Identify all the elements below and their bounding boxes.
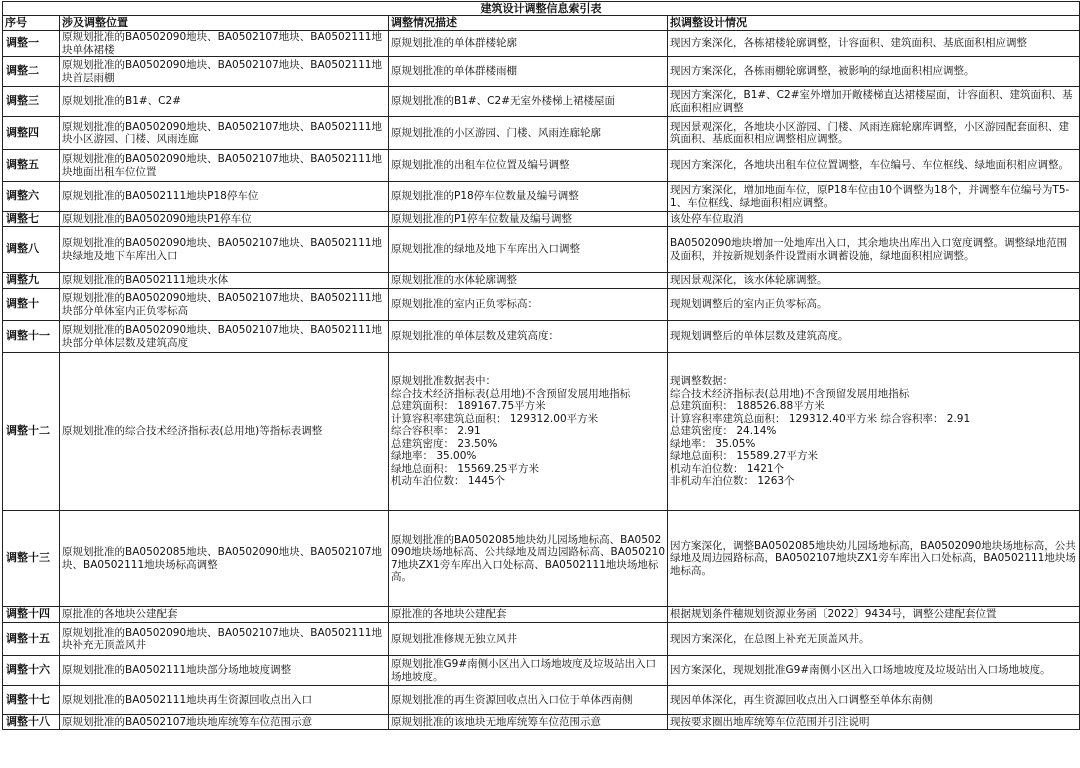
plan-line: 计算容积率建筑总面积： 129312.40平方米 综合容积率： 2.91 <box>670 412 971 425</box>
row-seq: 调整十一 <box>3 321 60 353</box>
row-seq: 调整十五 <box>3 623 60 656</box>
row-position: 原规划批准的BA0502090地块、BA0502107地块、BA0502111地块单体裙楼 <box>60 31 389 57</box>
row-seq: 调整八 <box>3 227 60 273</box>
row-desc: 原规划批准的单体群楼轮廓 <box>389 31 668 57</box>
row-desc: 原规划批准的单体群楼雨棚 <box>389 57 668 87</box>
desc-line: 绿地总面积： 15569.25平方米 <box>391 462 539 475</box>
row-seq: 调整十二 <box>3 353 60 511</box>
row-position: 原批准的各地块公建配套 <box>60 607 389 623</box>
row-desc: 原规划批准G9#南侧小区出入口场地坡度及垃圾站出入口场地坡度。 <box>389 656 668 686</box>
row-position: 原规划批准的B1#、C2# <box>60 87 389 117</box>
table-row <box>3 31 1080 57</box>
table-row <box>3 87 1080 117</box>
header-position: 涉及调整位置 <box>60 16 389 31</box>
row-desc: 原规划批准的P1停车位数量及编号调整 <box>389 212 668 227</box>
table-row <box>3 715 1080 730</box>
row-desc: 原规划批准的P18停车位数量及编号调整 <box>389 182 668 212</box>
row-plan: 因方案深化，调整BA0502085地块幼儿园场地标高，BA0502090地块场地标高，公共绿地及周边园路标高，BA0502107地块ZX1旁车库出入口处标高，BA0502111地块场地标高。 <box>668 511 1080 607</box>
row-desc: 原规划批准的室内正负零标高： <box>389 289 668 321</box>
row-seq: 调整六 <box>3 182 60 212</box>
row-seq: 调整十八 <box>3 715 60 730</box>
table-title: 建筑设计调整信息索引表 <box>3 2 1080 16</box>
row-plan: 现因方案深化，增加地面车位，原P18车位由10个调整为18个，并调整车位编号为T5-1、车位框线、绿地面积相应调整。 <box>668 182 1080 212</box>
row-position: 原规划批准的BA0502111地块P18停车位 <box>60 182 389 212</box>
row-position: 原规划批准的BA0502111地块水体 <box>60 273 389 289</box>
table-row <box>3 686 1080 715</box>
row-desc <box>389 353 668 511</box>
desc-line: 总建筑面积： 189167.75平方米 <box>391 400 546 413</box>
row-plan: 该处停车位取消 <box>668 212 1080 227</box>
row-seq: 调整十六 <box>3 656 60 686</box>
desc-line: 计算容积率建筑总面积： 129312.00平方米 <box>391 412 599 425</box>
table-row <box>3 321 1080 353</box>
row-position: 原规划批准的BA0502090地块、BA0502107地块、BA0502111地块补充无顶盖风井 <box>60 623 389 656</box>
row-plan: 现规划调整后的单体层数及建筑高度。 <box>668 321 1080 353</box>
row-position: 原规划批准的综合技术经济指标表(总用地)等指标表调整 <box>60 353 389 511</box>
desc-line: 机动车泊位数： 1445个 <box>391 475 506 488</box>
row-seq: 调整五 <box>3 150 60 182</box>
plan-line: 绿地总面积： 15589.27平方米 <box>670 450 818 463</box>
desc-line: 绿地率： 35.00% <box>391 450 477 463</box>
table-row <box>3 511 1080 607</box>
row-seq: 调整十四 <box>3 607 60 623</box>
row-plan: 现因景观深化，各地块小区游园、门楼、风雨连廊轮廓库调整，小区游园配套面积、建筑面积、基底面积相应调整相应调整。 <box>668 117 1080 150</box>
table-row <box>3 150 1080 182</box>
table-row <box>3 57 1080 87</box>
row-seq: 调整四 <box>3 117 60 150</box>
row-plan: 现因方案深化，各地块出租车位位置调整，车位编号、车位框线、绿地面积相应调整。 <box>668 150 1080 182</box>
plan-line: 综合技术经济指标表(总用地)不含预留发展用地指标 <box>670 387 910 400</box>
row-desc: 原规划批准的该地块无地库统筹车位范围示意 <box>389 715 668 730</box>
table-row <box>3 353 1080 511</box>
table-row <box>3 117 1080 150</box>
header-seq: 序号 <box>3 16 60 31</box>
row-position: 原规划批准的BA0502090地块、BA0502107地块、BA0502111地块首层雨棚 <box>60 57 389 87</box>
row-desc: 原规划批准的再生资源回收点出入口位于单体西南侧 <box>389 686 668 715</box>
desc-line: 总建筑密度： 23.50% <box>391 437 498 450</box>
row-plan: BA0502090地块增加一处地库出入口，其余地块出库出入口宽度调整。调整绿地范围及面积，并按新规划条件设置雨水调蓄设施，绿地面积相应调整。 <box>668 227 1080 273</box>
row-position: 原规划批准的BA0502111地块部分场地坡度调整 <box>60 656 389 686</box>
row-seq: 调整九 <box>3 273 60 289</box>
row-seq: 调整七 <box>3 212 60 227</box>
row-desc: 原规划批准的出租车位位置及编号调整 <box>389 150 668 182</box>
row-plan: 现因方案深化，各栋雨棚轮廓调整，被影响的绿地面积相应调整。 <box>668 57 1080 87</box>
row-desc: 原规划批准的小区游园、门楼、风雨连廊轮廓 <box>389 117 668 150</box>
row-plan: 现按要求圈出地库统筹车位范围并引注说明 <box>668 715 1080 730</box>
row-plan: 现因方案深化，在总图上补充无顶盖风井。 <box>668 623 1080 656</box>
row-desc: 原规划批准的B1#、C2#无室外楼梯上裙楼屋面 <box>389 87 668 117</box>
row-seq: 调整三 <box>3 87 60 117</box>
row-position: 原规划批准的BA0502085地块、BA0502090地块、BA0502107地块、BA0502111地块场标高调整 <box>60 511 389 607</box>
table-row <box>3 289 1080 321</box>
row-plan: 现因单体深化，再生资源回收点出入口调整至单体东南侧 <box>668 686 1080 715</box>
table-row <box>3 182 1080 212</box>
row-desc: 原规划批准的单体层数及建筑高度： <box>389 321 668 353</box>
row-plan <box>668 353 1080 511</box>
row-seq: 调整十 <box>3 289 60 321</box>
table-row <box>3 212 1080 227</box>
row-position: 原规划批准的BA0502090地块P1停车位 <box>60 212 389 227</box>
desc-line: 综合技术经济指标表(总用地)不含预留发展用地指标 <box>391 387 631 400</box>
plan-line: 绿地率： 35.05% <box>670 437 756 450</box>
row-position: 原规划批准的BA0502107地块地库统筹车位范围示意 <box>60 715 389 730</box>
desc-line: 综合容积率： 2.91 <box>391 425 481 438</box>
row-plan: 现因方案深化，各栋裙楼轮廓调整，计容面积、建筑面积、基底面积相应调整 <box>668 31 1080 57</box>
table-row <box>3 607 1080 623</box>
row-desc: 原规划批准的BA0502085地块幼儿园场地标高、BA0502090地块场地标高、公共绿地及周边园路标高、BA0502107地块ZX1旁车库出入口处标高、BA0502111地块场地标高。 <box>389 511 668 607</box>
plan-line: 现调整数据： <box>670 375 733 388</box>
row-seq: 调整一 <box>3 31 60 57</box>
row-desc: 原规划批准的水体轮廓调整 <box>389 273 668 289</box>
row-plan: 因方案深化，现规划批准G9#南侧小区出入口场地坡度及垃圾站出入口场地坡度。 <box>668 656 1080 686</box>
row-plan: 根据规划条件穗规划资源业务函〔2022〕9434号，调整公建配套位置 <box>668 607 1080 623</box>
row-plan: 现因景观深化，该水体轮廓调整。 <box>668 273 1080 289</box>
adjustment-index-table <box>2 1 1080 730</box>
table-row <box>3 227 1080 273</box>
plan-line: 总建筑密度： 24.14% <box>670 425 777 438</box>
row-desc: 原批准的各地块公建配套 <box>389 607 668 623</box>
plan-line: 非机动车泊位数： 1263个 <box>670 475 795 488</box>
row-position: 原规划批准的BA0502090地块、BA0502107地块、BA0502111地块部分单体层数及建筑高度 <box>60 321 389 353</box>
row-desc: 原规划批准的绿地及地下车库出入口调整 <box>389 227 668 273</box>
table-row <box>3 273 1080 289</box>
table-row <box>3 623 1080 656</box>
row-position: 原规划批准的BA0502090地块、BA0502107地块、BA0502111地块绿地及地下车库出入口 <box>60 227 389 273</box>
header-plan: 拟调整设计情况 <box>668 16 1080 31</box>
desc-line: 原规划批准数据表中： <box>391 375 496 388</box>
plan-line: 总建筑面积： 188526.88平方米 <box>670 400 825 413</box>
row-position: 原规划批准的BA0502090地块、BA0502107地块、BA0502111地块部分单体室内正负零标高 <box>60 289 389 321</box>
row-plan: 现因方案深化，B1#、C2#室外增加开敞楼梯直达裙楼屋面，计容面积、建筑面积、基底面积相应调整 <box>668 87 1080 117</box>
header-desc: 调整情况描述 <box>389 16 668 31</box>
table-row <box>3 656 1080 686</box>
row-position: 原规划批准的BA0502090地块、BA0502107地块、BA0502111地块地面出租车位位置 <box>60 150 389 182</box>
row-seq: 调整十七 <box>3 686 60 715</box>
row-plan: 现规划调整后的室内正负零标高。 <box>668 289 1080 321</box>
row-desc: 原规划批准修规无独立风井 <box>389 623 668 656</box>
row-seq: 调整二 <box>3 57 60 87</box>
row-seq: 调整十三 <box>3 511 60 607</box>
plan-line: 机动车泊位数： 1421个 <box>670 462 785 475</box>
row-position: 原规划批准的BA0502111地块再生资源回收点出入口 <box>60 686 389 715</box>
row-position: 原规划批准的BA0502090地块、BA0502107地块、BA0502111地块小区游园、门楼、风雨连廊 <box>60 117 389 150</box>
